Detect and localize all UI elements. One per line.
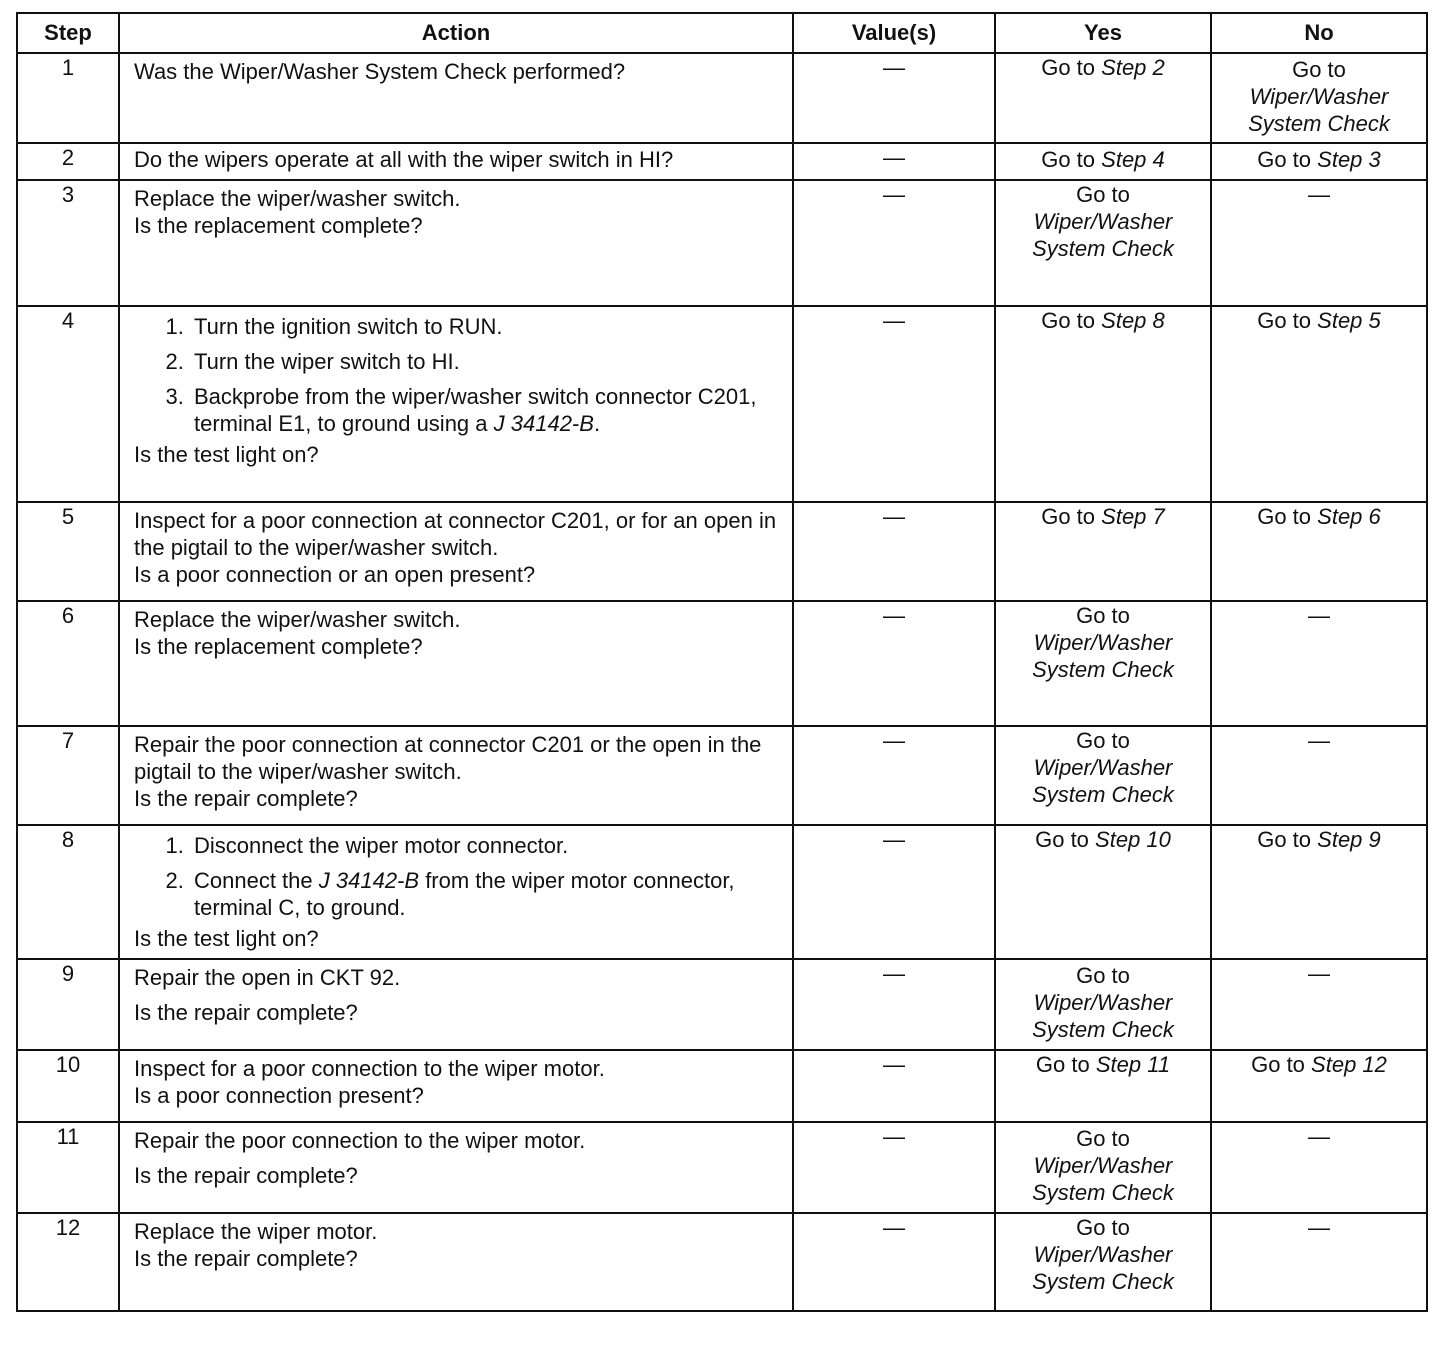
step-number: 9 xyxy=(17,959,119,1050)
step-number: 2 xyxy=(17,143,119,180)
yes-cell: Go to Wiper/Washer System Check xyxy=(995,959,1211,1050)
value-cell: — xyxy=(793,143,995,180)
step-number: 8 xyxy=(17,825,119,959)
action-cell xyxy=(119,601,793,726)
table-row xyxy=(17,601,1427,726)
value-cell: — xyxy=(793,1213,995,1311)
no-cell: — xyxy=(1211,1213,1427,1311)
table-row xyxy=(17,1050,1427,1122)
table-row xyxy=(17,726,1427,825)
table-row xyxy=(17,143,1427,180)
question-text: Is the repair complete? xyxy=(134,786,358,811)
value-cell: — xyxy=(793,1050,995,1122)
value-cell: — xyxy=(793,180,995,306)
header-step: Step xyxy=(17,13,119,53)
yes-cell: Go to Step 7 xyxy=(995,502,1211,601)
yes-cell: Go to Wiper/Washer System Check xyxy=(995,180,1211,306)
action-cell xyxy=(119,306,793,502)
yes-cell: Go to Step 11 xyxy=(995,1050,1211,1122)
value-cell: — xyxy=(793,1122,995,1213)
question-text: Is the repair complete? xyxy=(134,1163,358,1188)
value-cell: — xyxy=(793,601,995,726)
no-cell: — xyxy=(1211,959,1427,1050)
yes-cell: Go to Step 4 xyxy=(995,143,1211,180)
list-item: 1. Turn the ignition switch to RUN. xyxy=(190,313,780,340)
action-text: Repair the poor connection to the wiper motor. xyxy=(134,1128,586,1153)
no-cell: — xyxy=(1211,726,1427,825)
question-text: Is the repair complete? xyxy=(134,1000,358,1025)
no-cell: Go to Step 6 xyxy=(1211,502,1427,601)
table-row xyxy=(17,53,1427,143)
instruction-list xyxy=(134,313,780,441)
no-cell: Go to Step 5 xyxy=(1211,306,1427,502)
step-number: 3 xyxy=(17,180,119,306)
value-cell: — xyxy=(793,825,995,959)
action-cell xyxy=(119,1122,793,1213)
header-row xyxy=(17,13,1427,53)
table-row xyxy=(17,1213,1427,1311)
action-text: Replace the wiper/washer switch. xyxy=(134,186,461,211)
no-cell: — xyxy=(1211,1122,1427,1213)
tool-ref: J 34142-B xyxy=(318,868,420,893)
table-row xyxy=(17,825,1427,959)
no-cell: Go to Step 12 xyxy=(1211,1050,1427,1122)
action-text: Repair the open in CKT 92. xyxy=(134,965,401,990)
action-cell xyxy=(119,959,793,1050)
step-number: 10 xyxy=(17,1050,119,1122)
header-values: Value(s) xyxy=(793,13,995,53)
yes-cell: Go to Wiper/Washer System Check xyxy=(995,601,1211,726)
action-cell xyxy=(119,726,793,825)
yes-cell: Go to Step 2 xyxy=(995,53,1211,143)
tool-ref: J 34142-B xyxy=(493,411,594,436)
no-cell: — xyxy=(1211,180,1427,306)
step-number: 4 xyxy=(17,306,119,502)
header-no: No xyxy=(1211,13,1427,53)
yes-cell: Go to Wiper/Washer System Check xyxy=(995,1213,1211,1311)
action-cell xyxy=(119,1213,793,1311)
step-number: 11 xyxy=(17,1122,119,1213)
value-cell: — xyxy=(793,53,995,143)
step-number: 1 xyxy=(17,53,119,143)
action-text: Replace the wiper motor. xyxy=(134,1219,378,1244)
no-cell: Go to Wiper/Washer System Check xyxy=(1211,53,1427,143)
header-yes: Yes xyxy=(995,13,1211,53)
question-text: Is a poor connection or an open present? xyxy=(134,562,536,587)
action-cell xyxy=(119,502,793,601)
step-number: 5 xyxy=(17,502,119,601)
list-item: 2. Turn the wiper switch to HI. xyxy=(190,348,780,375)
value-cell: — xyxy=(793,502,995,601)
action-text: Repair the poor connection at connector C201 or the open in the pigtail to the wiper/washer switch. xyxy=(134,732,762,784)
action-cell xyxy=(119,825,793,959)
step-number: 12 xyxy=(17,1213,119,1311)
action-cell xyxy=(119,143,793,180)
yes-cell: Go to Wiper/Washer System Check xyxy=(995,726,1211,825)
action-cell xyxy=(119,53,793,143)
list-item: 2. Connect the J 34142-B from the wiper motor connector, terminal C, to ground. xyxy=(190,867,780,921)
yes-cell: Go to Step 8 xyxy=(995,306,1211,502)
table-row xyxy=(17,180,1427,306)
action-text: Inspect for a poor connection to the wiper motor. xyxy=(134,1056,605,1081)
table-row xyxy=(17,1122,1427,1213)
no-cell: Go to Step 3 xyxy=(1211,143,1427,180)
question-text: Is a poor connection present? xyxy=(134,1083,424,1108)
action-cell xyxy=(119,1050,793,1122)
value-cell: — xyxy=(793,959,995,1050)
table-row xyxy=(17,959,1427,1050)
question-text: Was the Wiper/Washer System Check performed? xyxy=(134,59,626,84)
question-text: Is the test light on? xyxy=(134,926,319,951)
no-cell: — xyxy=(1211,601,1427,726)
yes-cell: Go to Step 10 xyxy=(995,825,1211,959)
step-number: 6 xyxy=(17,601,119,726)
question-text: Do the wipers operate at all with the wiper switch in HI? xyxy=(134,147,674,172)
question-text: Is the replacement complete? xyxy=(134,634,423,659)
header-action: Action xyxy=(119,13,793,53)
question-text: Is the test light on? xyxy=(134,442,319,467)
action-text: Replace the wiper/washer switch. xyxy=(134,607,461,632)
step-number: 7 xyxy=(17,726,119,825)
list-item: 3. Backprobe from the wiper/washer switch connector C201, terminal E1, to ground using a J 34142-B. xyxy=(190,383,780,437)
question-text: Is the replacement complete? xyxy=(134,213,423,238)
diagnostic-table xyxy=(16,12,1428,1312)
question-text: Is the repair complete? xyxy=(134,1246,358,1271)
action-text: Inspect for a poor connection at connector C201, or for an open in the pigtail to the wiper/washer switch. xyxy=(134,508,777,560)
table-row xyxy=(17,306,1427,502)
list-item: 1. Disconnect the wiper motor connector. xyxy=(190,832,780,859)
instruction-list xyxy=(134,832,780,925)
table-row xyxy=(17,502,1427,601)
value-cell: — xyxy=(793,306,995,502)
no-cell: Go to Step 9 xyxy=(1211,825,1427,959)
value-cell: — xyxy=(793,726,995,825)
action-cell xyxy=(119,180,793,306)
yes-cell: Go to Wiper/Washer System Check xyxy=(995,1122,1211,1213)
